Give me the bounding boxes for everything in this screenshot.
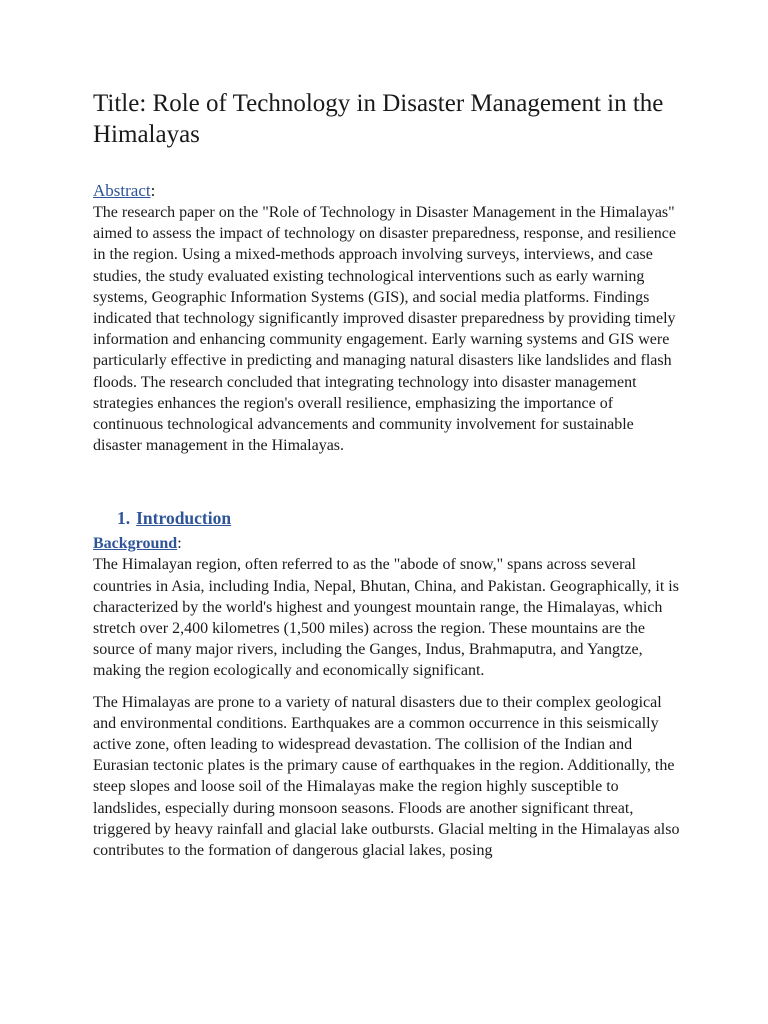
background-paragraph-2: The Himalayas are prone to a variety of natural disasters due to their complex geological and environmental conditions. Earthquakes are a common occurrence in this seismically active zone, often leading to widespread devastation. The collision of the Indian and Eurasian tectonic plates is the primary cause of earthquakes in the region. Additionally, the steep slopes and loose soil of the Himalayas make the region highly susceptible to landslides, especially during monsoon seasons. Floods are another significant threat, triggered by heavy rainfall and glacial lake outbursts. Glacial melting in the Himalayas also contributes to the formation of dangerous glacial lakes, posing <box>93 693 680 860</box>
abstract-colon: : <box>150 181 156 200</box>
background-colon: : <box>177 535 182 553</box>
document-title: Title: Role of Technology in Disaster Management in the Himalayas <box>93 90 664 148</box>
section-number: 1. <box>117 508 131 529</box>
introduction-heading <box>117 507 683 529</box>
abstract-heading-line <box>93 180 683 202</box>
document-page <box>93 88 683 861</box>
background-heading-line <box>93 533 683 554</box>
abstract-heading: Abstract <box>93 181 151 200</box>
background-paragraph-1: The Himalayan region, often referred to as the "abode of snow," spans across several countries in Asia, including India, Nepal, Bhutan, China, and Pakistan. Geographically, it is characterized by the world's highest and youngest mountain range, the Himalayas, which stretch over 2,400 kilometres (1,500 miles) across the region. These mountains are the source of many major rivers, including the Ganges, Indus, Brahmaputra, and Yangtze, making the region ecologically and economically significant. <box>93 556 679 680</box>
background-heading: Background <box>93 535 178 553</box>
introduction-title: Introduction <box>136 508 232 529</box>
abstract-text: The research paper on the "Role of Technology in Disaster Management in the Himalayas" aimed to assess the impact of technology on disaster preparedness, response, and resilience in the region. Using a mixed-methods approach involving surveys, interviews, and case studies, the study evaluated existing technological interventions such as early warning systems, Geographic Information Systems (GIS), and social media platforms. Findings indicated that technology significantly improved disaster preparedness by providing timely information and enhancing community engagement. Early warning systems and GIS were particularly effective in predicting and managing natural disasters like landslides and flash floods. The research concluded that integrating technology into disaster management strategies enhances the region's overall resilience, emphasizing the importance of continuous technological advancements and community involvement for sustainable disaster management in the Himalayas. <box>93 204 676 455</box>
